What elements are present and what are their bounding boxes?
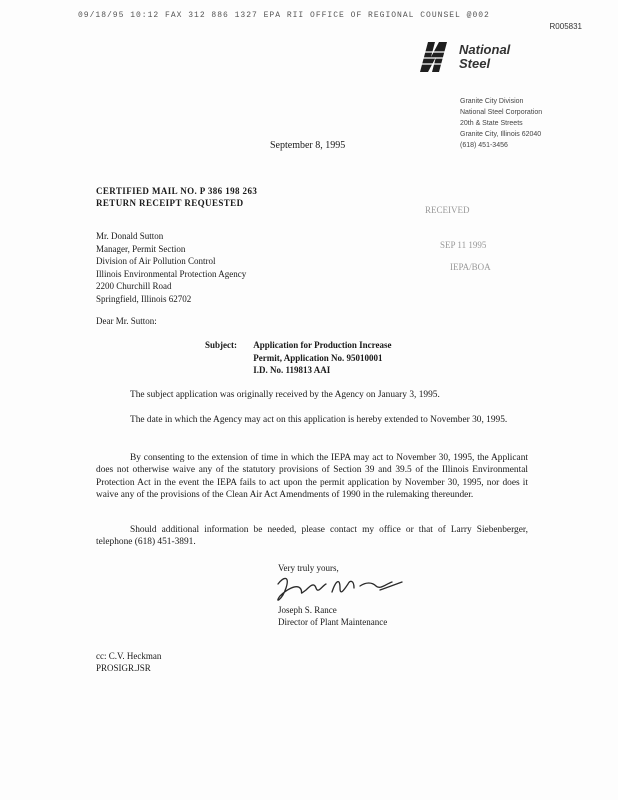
subject-line: Permit, Application No. 95010001: [253, 352, 383, 363]
received-stamp-date: SEP 11 1995: [440, 240, 487, 250]
sender-line: National Steel Corporation: [460, 109, 543, 116]
signer-title: Director of Plant Maintenance: [278, 617, 388, 627]
recipient-line: Mr. Donald Sutton: [96, 231, 164, 241]
cc-block: [96, 650, 161, 674]
subject-line: Application for Production Increase: [253, 340, 392, 350]
national-steel-mark-icon: [416, 40, 456, 74]
recipient-line: 2200 Churchill Road: [96, 281, 172, 291]
national-steel-logo: [416, 40, 566, 78]
body-paragraph-1: The subject application was originally received by the Agency on January 3, 1995.: [130, 390, 440, 400]
sender-line: Granite City Division: [460, 98, 524, 105]
sender-address: [460, 96, 542, 151]
recipient-line: Manager, Permit Section: [96, 243, 186, 254]
received-stamp: RECEIVED: [425, 205, 470, 215]
fax-header: 09/18/95 10:12 FAX 312 886 1327 EPA RII OFFICE OF REGIONAL COUNSEL @002: [78, 11, 490, 20]
body-paragraph-3: By consenting to the extension of time in which the IEPA may act to November 30, 1995, the Applicant does not otherwise waive any of the statutory provisions of Section 39 and 39.5 of the Illinois Environmental Protection Act in the event the IEPA fails to act upon the permit application by November 30, 1995, nor does it waive any of the provisions of the Clean Air Act Amendments of 1990 in the rulemaking thereunder.: [96, 453, 528, 500]
sender-line: (618) 451-3456: [460, 142, 508, 149]
subject-label: Subject:: [205, 340, 237, 350]
recipient-line: Springfield, Illinois 62702: [96, 293, 192, 304]
body-paragraph-2: The date in which the Agency may act on this application is hereby extended to November 30, 1995.: [130, 415, 508, 425]
subject-block: [205, 339, 392, 377]
subject-line: I.D. No. 119813 AAI: [253, 365, 331, 375]
signer-block: [278, 604, 387, 628]
complimentary-close: Very truly yours,: [278, 563, 339, 573]
logo-line-steel: Steel: [459, 56, 491, 71]
logo-wordmark: [459, 43, 510, 71]
subject-lines: [253, 339, 391, 377]
signer-name: Joseph S. Rance: [278, 605, 337, 615]
recipient-line: Illinois Environmental Protection Agency: [96, 268, 247, 279]
body-paragraph-4: Should additional information be needed, please contact my office or that of Larry Siebenberger, telephone (618) 451-3891.: [96, 525, 528, 548]
recipient-address: [96, 230, 246, 305]
sender-line: Granite City, Illinois 62040: [460, 131, 542, 138]
sender-line: 20th & State Streets: [460, 120, 523, 127]
file-reference: PROSIGR.JSR: [96, 663, 151, 673]
bates-number: R005831: [549, 22, 582, 31]
certified-mail-number: CERTIFIED MAIL NO. P 386 198 263: [96, 186, 258, 196]
recipient-line: Division of Air Pollution Control: [96, 256, 216, 266]
return-receipt: RETURN RECEIPT REQUESTED: [96, 198, 244, 208]
letter-date: September 8, 1995: [270, 140, 346, 151]
cc-line: cc: C.V. Heckman: [96, 651, 162, 661]
certified-mail-block: [96, 185, 257, 209]
received-stamp-office: IEPA/BOA: [450, 262, 491, 272]
salutation: Dear Mr. Sutton:: [96, 316, 157, 326]
logo-line-national: National: [459, 42, 511, 57]
